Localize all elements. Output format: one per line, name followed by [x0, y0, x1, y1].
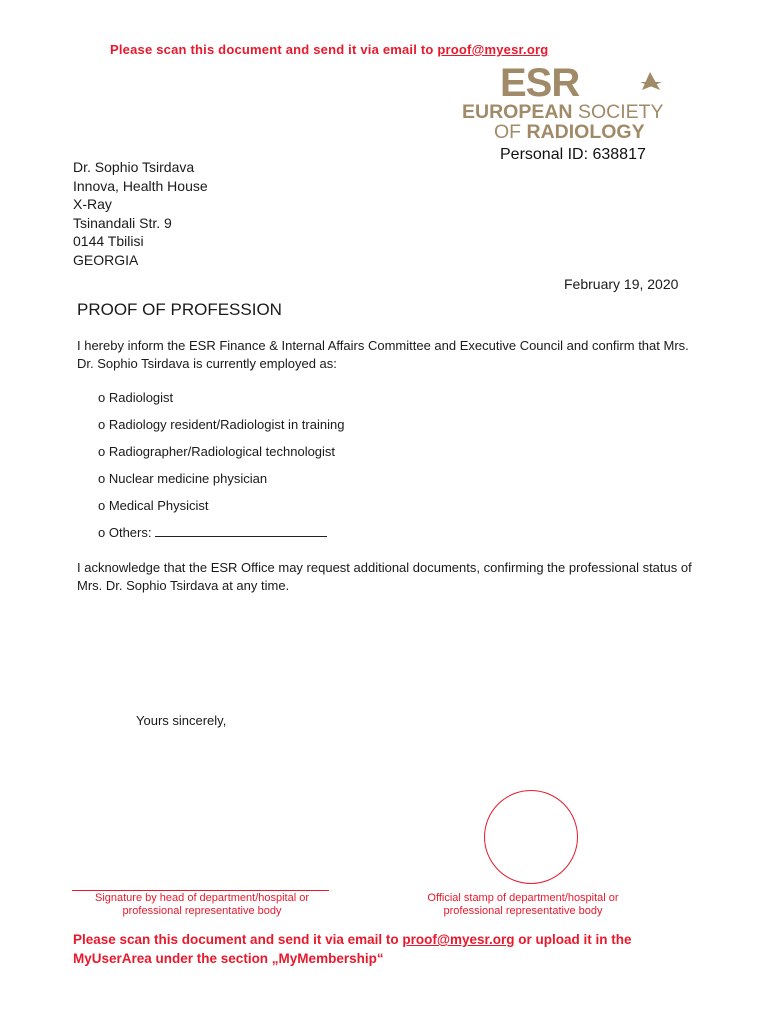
- option-others[interactable]: [98, 523, 344, 550]
- signature-caption: Signature by head of department/hospital or professional representative body: [94, 892, 310, 917]
- scan-instruction-text: Please scan this document and send it via email to: [110, 42, 438, 57]
- address-line: GEORGIA: [73, 251, 139, 268]
- others-blank-field[interactable]: [155, 524, 327, 537]
- email-link-top[interactable]: proof@myesr.org: [437, 42, 549, 57]
- esr-logo-line1: EUROPEAN SOCIETY: [462, 101, 664, 123]
- address-line: X-Ray: [73, 196, 112, 212]
- option-nuclear-medicine[interactable]: o Nuclear medicine physician: [98, 471, 268, 486]
- signature-line: [72, 890, 329, 891]
- esr-logo: [462, 62, 702, 142]
- email-link-bottom[interactable]: proof@myesr.org: [402, 932, 515, 947]
- option-resident[interactable]: o Radiology resident/Radiologist in training: [98, 417, 345, 432]
- acknowledge-paragraph: I acknowledge that the ESR Office may request additional documents, confirming the professional status of Mrs. Dr. Sophio Tsirdava at any time.: [77, 560, 692, 593]
- address-line: Innova, Health House: [73, 177, 208, 194]
- option-radiographer[interactable]: o Radiographer/Radiological technologist: [98, 444, 336, 459]
- option-radiologist[interactable]: o Radiologist: [98, 390, 174, 405]
- footer-prefix: Please scan this document and send it via email to: [73, 932, 403, 947]
- option-medical-physicist[interactable]: o Medical Physicist: [98, 498, 209, 513]
- intro-paragraph: I hereby inform the ESR Finance & Internal Affairs Committee and Executive Council and confirm that Mrs. Dr. Sophio Tsirdava is currently employed as:: [77, 338, 689, 371]
- scan-instruction-top: [110, 42, 548, 57]
- address-line: 0144 Tbilisi: [73, 233, 144, 249]
- esr-logo-line2: OF RADIOLOGY: [494, 121, 645, 142]
- scan-instruction-bottom: [73, 930, 713, 968]
- profession-options: [98, 388, 344, 550]
- personal-id: Personal ID: 638817: [500, 146, 646, 163]
- option-others-label: o Others:: [98, 525, 152, 540]
- address-block: [73, 158, 208, 269]
- stamp-circle: [484, 790, 578, 884]
- document-title: PROOF OF PROFESSION: [77, 300, 282, 319]
- stamp-caption: Official stamp of department/hospital or professional representative body: [427, 892, 619, 917]
- star-icon: [640, 72, 662, 90]
- esr-logo-mark: ESR: [500, 62, 580, 105]
- closing: Yours sincerely,: [136, 713, 227, 728]
- address-line: Dr. Sophio Tsirdava: [73, 159, 195, 175]
- letter-date: February 19, 2020: [564, 276, 679, 292]
- footer-suffix: or upload it in the MyUserArea under the section „MyMembership“: [73, 932, 632, 966]
- address-line: Tsinandali Str. 9: [73, 214, 172, 231]
